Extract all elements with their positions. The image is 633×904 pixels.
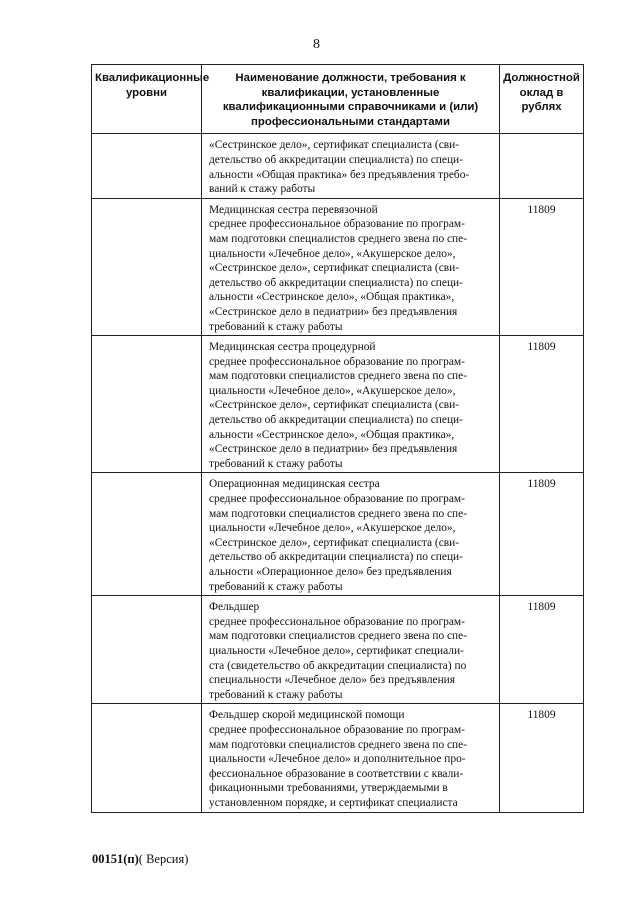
position-title: Операционная медицинская сестра <box>209 478 380 491</box>
requirement-text-line: требований к стажу работы <box>209 320 343 333</box>
document-code-number: 00151(п) <box>92 852 139 866</box>
requirement-text-line: «Сестринское дело», сертификат специалиста (сви- <box>209 139 460 152</box>
qualification-level-cell <box>92 134 202 198</box>
requirement-text-line: ста (свидетельство об аккредитации специалиста) по <box>209 659 467 672</box>
salary-cell: 11809 <box>500 704 584 812</box>
position-description-cell <box>202 336 500 473</box>
position-title: Фельдшер скорой медицинской помощи <box>209 709 405 722</box>
table-row <box>92 473 584 596</box>
requirement-text-line: фикационными требованиями, утверждаемыми в <box>209 782 448 795</box>
requirement-text-line: мам подготовки специалистов среднего звена по спе- <box>209 738 467 751</box>
requirement-text-line: «Сестринское дело в педиатрии» без предъявления <box>209 443 458 456</box>
requirement-text-line: «Сестринское дело», сертификат специалиста (сви- <box>209 399 460 412</box>
requirement-text-line: мам подготовки специалистов среднего звена по спе- <box>209 630 467 643</box>
requirement-text-line: альности «Сестринское дело», «Общая практика», <box>209 291 455 304</box>
position-description-cell <box>202 704 500 812</box>
position-description-cell <box>202 134 500 198</box>
requirement-text-line: установленном порядке, и сертификат специалиста <box>209 796 458 809</box>
document-code <box>92 852 188 867</box>
requirement-text-line: детельство об аккредитации специалиста) по специ- <box>209 153 463 166</box>
header-position-requirements: Наименование должности, требования к квалификации, установленные квалификационными справочниками и (или) профессиональными стандартами <box>202 65 500 134</box>
requirement-text-line: требований к стажу работы <box>209 457 343 470</box>
requirement-text-line: «Сестринское дело», сертификат специалиста (сви- <box>209 536 460 549</box>
position-title: Медицинская сестра процедурной <box>209 341 376 354</box>
table-row <box>92 704 584 812</box>
requirement-text-line: детельство об аккредитации специалиста) по специ- <box>209 414 463 427</box>
table-row <box>92 198 584 335</box>
requirement-text-line: альности «Общая практика» без предъявления требо- <box>209 168 470 181</box>
requirement-text-line: детельство об аккредитации специалиста) по специ- <box>209 551 463 564</box>
requirement-text-line: ваний к стажу работы <box>209 183 316 196</box>
requirement-text-line: альности «Сестринское дело», «Общая практика», <box>209 428 455 441</box>
requirement-text-line: «Сестринское дело в педиатрии» без предъявления <box>209 305 458 318</box>
requirement-text-line: среднее профессиональное образование по програм- <box>209 218 465 231</box>
requirement-text-line: мам подготовки специалистов среднего звена по спе- <box>209 507 467 520</box>
position-description-cell <box>202 198 500 335</box>
position-title: Медицинская сестра перевязочной <box>209 203 378 216</box>
document-version: ( Версия) <box>138 852 189 866</box>
requirement-text-line: мам подготовки специалистов среднего звена по спе- <box>209 370 467 383</box>
requirement-text-line: циальности «Лечебное дело» и дополнительное про- <box>209 753 466 766</box>
requirement-text-line: альности «Операционное дело» без предъявления <box>209 566 452 578</box>
qualification-level-cell <box>92 596 202 704</box>
salary-cell <box>500 134 584 198</box>
requirement-text-line: среднее профессиональное образование по програм- <box>209 355 465 368</box>
requirement-text-line: циальности «Лечебное дело», сертификат специали- <box>209 644 464 657</box>
requirement-text-line: среднее профессиональное образование по програм- <box>209 615 465 628</box>
page-number: 8 <box>313 37 320 52</box>
requirement-text-line: среднее профессиональное образование по програм- <box>209 723 465 736</box>
qualification-level-cell <box>92 198 202 335</box>
requirement-text-line: циальности «Лечебное дело», «Акушерское дело», <box>209 522 456 535</box>
table-header <box>92 65 584 134</box>
header-qualification-levels: Квалификационные уровни <box>92 65 202 134</box>
position-title: Фельдшер <box>209 601 260 614</box>
salary-cell: 11809 <box>500 198 584 335</box>
salary-cell: 11809 <box>500 596 584 704</box>
qualification-table <box>91 64 584 813</box>
position-description-cell <box>202 473 500 596</box>
salary-cell: 11809 <box>500 473 584 596</box>
requirement-text-line: «Сестринское дело», сертификат специалиста (сви- <box>209 262 460 275</box>
qualification-level-cell <box>92 704 202 812</box>
requirement-text-line: фессиональное образование в соответствии с квали- <box>209 767 464 780</box>
table-header-row <box>92 65 584 134</box>
position-description-cell <box>202 596 500 704</box>
requirement-text-line: среднее профессиональное образование по програм- <box>209 493 465 506</box>
table-row <box>92 596 584 704</box>
requirement-text-line: требований к стажу работы <box>209 688 343 701</box>
qualification-level-cell <box>92 473 202 596</box>
requirement-text-line: циальности «Лечебное дело», «Акушерское дело», <box>209 384 456 397</box>
requirement-text-line: мам подготовки специалистов среднего звена по спе- <box>209 232 467 245</box>
requirement-text-line: требований к стажу работы <box>209 580 343 593</box>
requirement-text-line: специальности «Лечебное дело» без предъявления <box>209 674 455 687</box>
salary-cell: 11809 <box>500 336 584 473</box>
requirement-text-line: детельство об аккредитации специалиста) по специ- <box>209 276 463 289</box>
header-salary: Должностной оклад в рублях <box>500 65 584 134</box>
qualification-level-cell <box>92 336 202 473</box>
requirement-text-line: циальности «Лечебное дело», «Акушерское дело», <box>209 247 456 260</box>
table-body <box>92 134 584 812</box>
table-row <box>92 134 584 198</box>
table-row <box>92 336 584 473</box>
